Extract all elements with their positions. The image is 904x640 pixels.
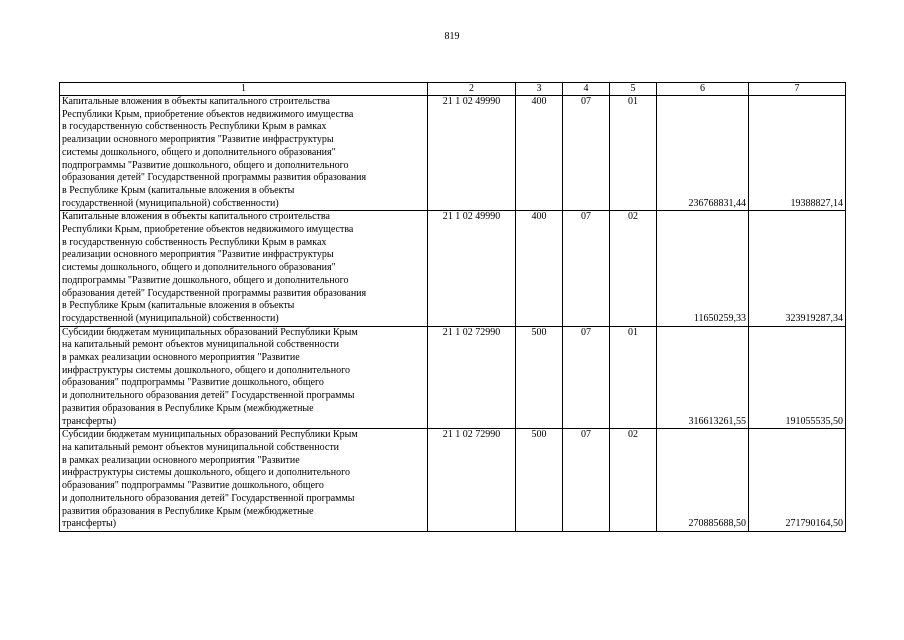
section-code: 07 (563, 429, 610, 532)
target-article-code: 21 1 02 72990 (428, 326, 516, 429)
subsection-code: 01 (610, 326, 657, 429)
expense-type-code: 500 (516, 326, 563, 429)
row-description: Субсидии бюджетам муниципальных образований Республики Крым на капитальный ремонт объектов муниципальной собственности в рамках реализации основного мероприятия "Развитие инфраструктуры системы дошкольного, общего и дополнительного образования" подпрограммы "Развитие дошкольного, общего и дополнительного образования детей" Государственной программы развития образования в Республике Крым (межбюджетные трансферты) (60, 326, 428, 429)
target-article-code: 21 1 02 49990 (428, 211, 516, 326)
table-row (60, 429, 846, 532)
row-description: Капитальные вложения в объекты капитального строительства Республики Крым, приобретение объектов недвижимого имущества в государственную собственность Республики Крым в рамках реализации основного мероприятия "Развитие инфраструктуры системы дошкольного, общего и дополнительного образования" подпрограммы "Развитие дошкольного, общего и дополнительного образования детей" Государственной программы развития образования в Республике Крым (капитальные вложения в объекты государственной (муниципальной) собственности) (60, 96, 428, 211)
row-description: Капитальные вложения в объекты капитального строительства Республики Крым, приобретение объектов недвижимого имущества в государственную собственность Республики Крым в рамках реализации основного мероприятия "Развитие инфраструктуры системы дошкольного, общего и дополнительного образования" подпрограммы "Развитие дошкольного, общего и дополнительного образования детей" Государственной программы развития образования в Республике Крым (капитальные вложения в объекты государственной (муниципальной) собственности) (60, 211, 428, 326)
page-number: 819 (444, 31, 460, 42)
section-code: 07 (563, 211, 610, 326)
table-row (60, 326, 846, 429)
table-header-row (60, 83, 846, 96)
column-header: 6 (657, 83, 749, 96)
budget-table (59, 82, 846, 532)
expense-type-code: 500 (516, 429, 563, 532)
amount-col6: 316613261,55 (657, 326, 749, 429)
expense-type-code: 400 (516, 211, 563, 326)
table-row (60, 211, 846, 326)
expense-type-code: 400 (516, 96, 563, 211)
amount-col6: 11650259,33 (657, 211, 749, 326)
column-header: 4 (563, 83, 610, 96)
subsection-code: 01 (610, 96, 657, 211)
column-header: 7 (749, 83, 846, 96)
amount-col7: 271790164,50 (749, 429, 846, 532)
column-header: 2 (428, 83, 516, 96)
column-header: 5 (610, 83, 657, 96)
amount-col7: 323919287,34 (749, 211, 846, 326)
section-code: 07 (563, 326, 610, 429)
column-header: 3 (516, 83, 563, 96)
subsection-code: 02 (610, 429, 657, 532)
amount-col7: 19388827,14 (749, 96, 846, 211)
amount-col6: 270885688,50 (657, 429, 749, 532)
row-description: Субсидии бюджетам муниципальных образований Республики Крым на капитальный ремонт объектов муниципальной собственности в рамках реализации основного мероприятия "Развитие инфраструктуры системы дошкольного, общего и дополнительного образования" подпрограммы "Развитие дошкольного, общего и дополнительного образования детей" Государственной программы развития образования в Республике Крым (межбюджетные трансферты) (60, 429, 428, 532)
subsection-code: 02 (610, 211, 657, 326)
amount-col7: 191055535,50 (749, 326, 846, 429)
table-row (60, 96, 846, 211)
target-article-code: 21 1 02 72990 (428, 429, 516, 532)
amount-col6: 236768831,44 (657, 96, 749, 211)
section-code: 07 (563, 96, 610, 211)
target-article-code: 21 1 02 49990 (428, 96, 516, 211)
column-header: 1 (60, 83, 428, 96)
